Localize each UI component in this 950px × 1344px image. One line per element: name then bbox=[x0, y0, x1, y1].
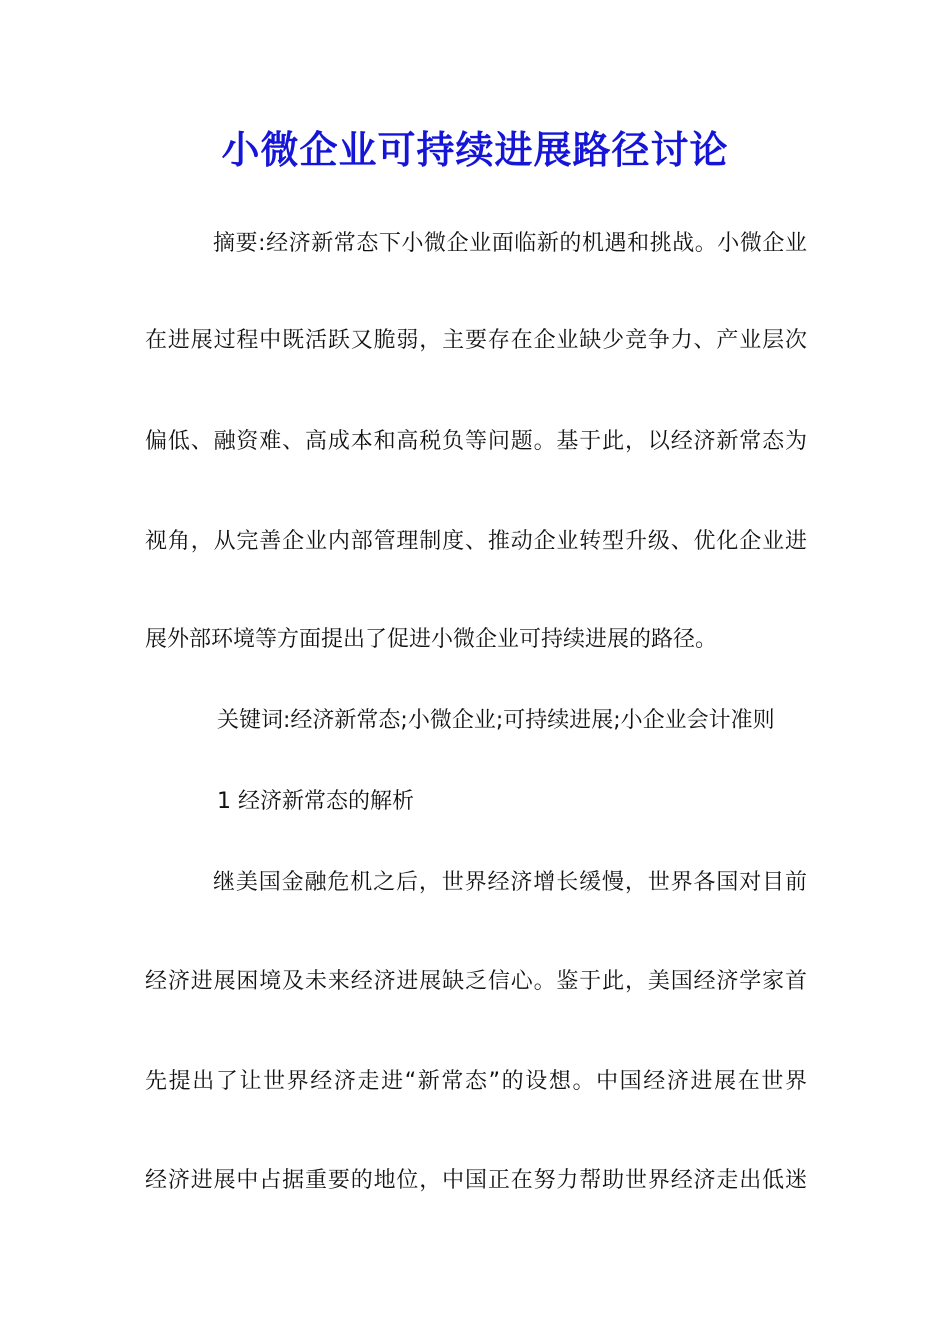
section-heading: 1 经济新常态的解析 bbox=[217, 789, 414, 814]
body-line-2: 经济进展困境及未来经济进展缺乏信心。鉴于此，美国经济学家首 bbox=[145, 969, 807, 994]
abstract-line-5: 展外部环境等方面提出了促进小微企业可持续进展的路径。 bbox=[145, 627, 718, 652]
document-title: 小微企业可持续进展路径讨论 bbox=[221, 127, 729, 172]
body-line-1: 继美国金融危机之后，世界经济增长缓慢，世界各国对目前 bbox=[213, 870, 807, 895]
body-line-4: 经济进展中占据重要的地位，中国正在努力帮助世界经济走出低迷 bbox=[145, 1168, 807, 1193]
keywords-line: 关键词:经济新常态;小微企业;可持续进展;小企业会计准则 bbox=[217, 708, 775, 733]
abstract-line-2: 在进展过程中既活跃又脆弱，主要存在企业缺少竞争力、产业层次 bbox=[145, 328, 807, 353]
body-line-3: 先提出了让世界经济走进“新常态”的设想。中国经济进展在世界 bbox=[145, 1069, 807, 1094]
abstract-line-1: 摘要:经济新常态下小微企业面临新的机遇和挑战。小微企业 bbox=[213, 231, 807, 256]
abstract-line-4: 视角，从完善企业内部管理制度、推动企业转型升级、优化企业进 bbox=[145, 529, 807, 554]
abstract-line-3: 偏低、融资难、高成本和高税负等问题。基于此，以经济新常态为 bbox=[145, 429, 807, 454]
